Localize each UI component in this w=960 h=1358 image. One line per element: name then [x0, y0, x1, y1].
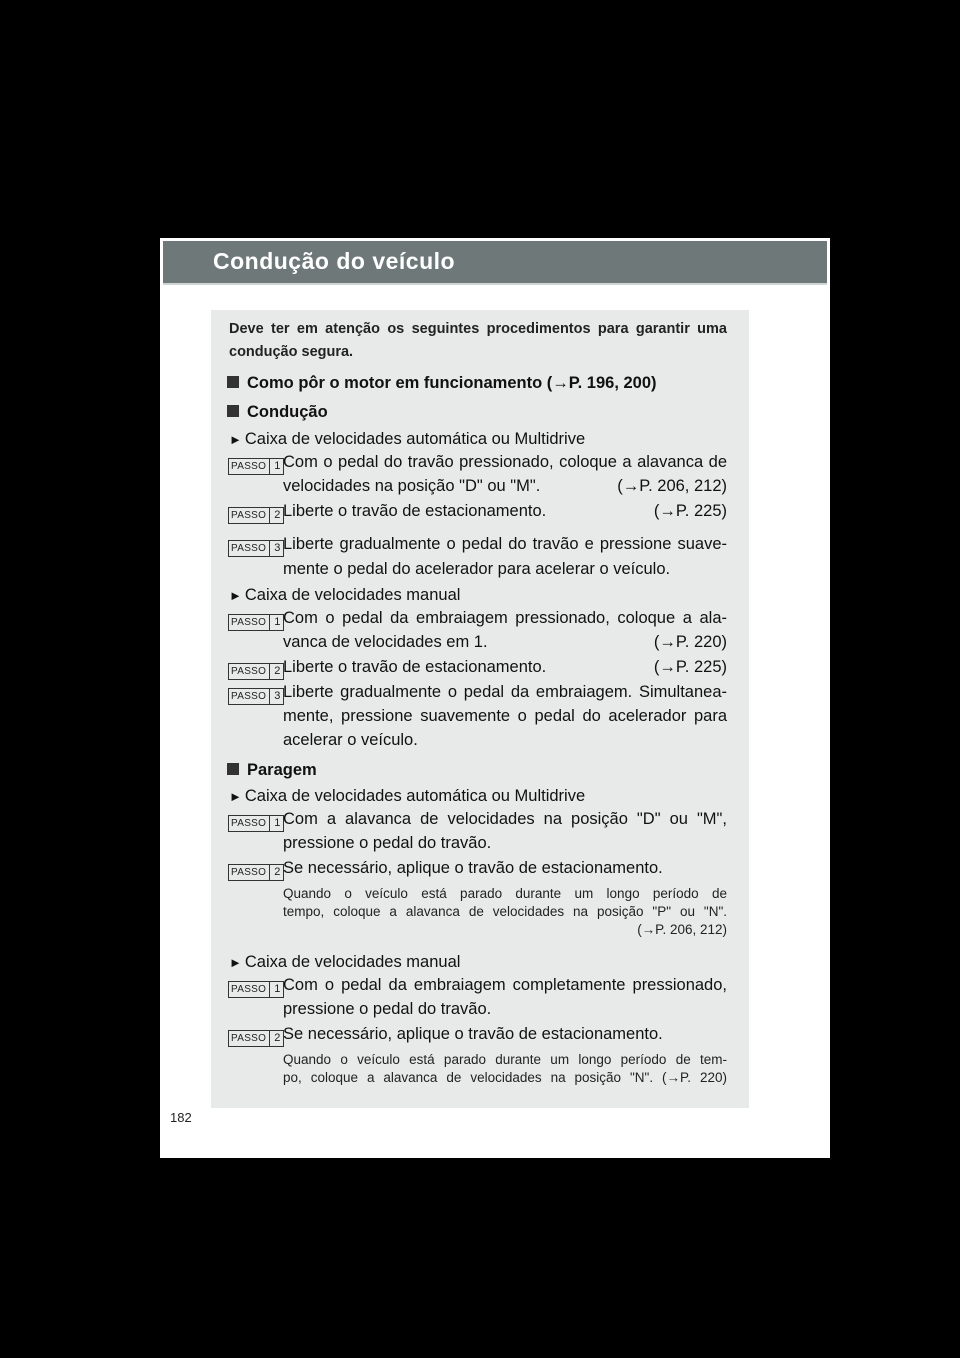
page-title: Condução do veículo	[213, 248, 456, 274]
stop-auto-step2: Se necessário, aplique o travão de estacionamento.	[283, 859, 663, 877]
content-panel	[211, 310, 749, 1108]
stop-manual-note-line1: Quando o veículo está parado durante um longo período de tem-	[283, 1052, 727, 1067]
title-bar	[163, 241, 827, 285]
drive-manual-step2-ref: (→P. 225)	[653, 658, 727, 676]
drive-auto-step1-ref: (→P. 206, 212)	[617, 477, 727, 495]
drive-auto-step3-line1: Liberte gradualmente o pedal do travão e pressione suave-	[283, 535, 727, 553]
stop-auto-note-ref: (→P. 206, 212)	[637, 922, 727, 937]
drive-manual-step2: Liberte o travão de estacionamento.	[283, 658, 547, 676]
stop-auto-note-line1: Quando o veículo está parado durante um longo período de	[283, 886, 727, 901]
step-badge: PASSO 2	[228, 505, 284, 524]
triangle-bullet-icon: ►	[229, 955, 242, 970]
section-heading-drive: Condução	[227, 403, 328, 422]
step-badge: PASSO 2	[228, 862, 284, 881]
intro-line-1: Deve ter em atenção os seguintes procedimentos para garantir uma	[229, 321, 727, 337]
drive-manual-step1-ref: (→P. 220)	[653, 633, 727, 651]
drive-manual-step3-line3: acelerar o veículo.	[283, 731, 418, 749]
triangle-bullet-icon: ►	[229, 588, 242, 603]
drive-manual-step3-line2: mente, pressione suavemente o pedal do acelerador para	[283, 707, 727, 725]
stop-manual-note-line2: po, coloque a alavanca de velocidades na posição "N". (→P. 220)	[283, 1070, 727, 1085]
drive-auto-step1-line1: Com o pedal do travão pressionado, coloque a alavanca de	[283, 453, 727, 471]
intro-line-2: condução segura.	[229, 344, 354, 360]
drive-manual-step1-line1: Com o pedal da embraiagem pressionado, coloque a ala-	[283, 609, 727, 627]
square-bullet-icon	[227, 376, 239, 388]
subheading-manual: ► Caixa de velocidades manual	[229, 953, 461, 971]
drive-manual-step3-line1: Liberte gradualmente o pedal da embraiagem. Simultanea-	[283, 683, 727, 701]
drive-auto-step1-line2: velocidades na posição "D" ou "M".	[283, 477, 541, 495]
drive-auto-step3-line2: mente o pedal do acelerador para acelerar o veículo.	[283, 560, 671, 578]
step-badge: PASSO 1	[228, 456, 284, 475]
manual-page	[160, 238, 830, 1158]
step-badge: PASSO 3	[228, 686, 284, 705]
square-bullet-icon	[227, 405, 239, 417]
square-bullet-icon	[227, 763, 239, 775]
stop-auto-step1-line2: pressione o pedal do travão.	[283, 834, 492, 852]
step-badge: PASSO 3	[228, 538, 284, 557]
subheading-auto: ► Caixa de velocidades automática ou Multidrive	[229, 787, 586, 805]
step-badge: PASSO 1	[228, 813, 284, 832]
step-badge: PASSO 1	[228, 979, 284, 998]
step-badge: PASSO 2	[228, 661, 284, 680]
section-heading-stop: Paragem	[227, 761, 317, 780]
triangle-bullet-icon: ►	[229, 432, 242, 447]
subheading-manual: ► Caixa de velocidades manual	[229, 586, 461, 604]
step-badge: PASSO 2	[228, 1028, 284, 1047]
stop-manual-step2: Se necessário, aplique o travão de estacionamento.	[283, 1025, 663, 1043]
stop-auto-note-line2: tempo, coloque a alavanca de velocidades na posição "P" ou "N".	[283, 904, 727, 919]
stop-manual-step1-line1: Com o pedal da embraiagem completamente pressionado,	[283, 976, 727, 994]
drive-manual-step1-line2: vanca de velocidades em 1.	[283, 633, 488, 651]
section-heading-start: Como pôr o motor em funcionamento (→P. 196, 200)	[227, 374, 657, 393]
stop-manual-step1-line2: pressione o pedal do travão.	[283, 1000, 492, 1018]
drive-auto-step2-ref: (→P. 225)	[653, 502, 727, 520]
drive-auto-step2: Liberte o travão de estacionamento.	[283, 502, 547, 520]
page-number: 182	[170, 1110, 192, 1125]
subheading-auto: ► Caixa de velocidades automática ou Multidrive	[229, 430, 586, 448]
stop-auto-step1-line1: Com a alavanca de velocidades na posição "D" ou "M",	[283, 810, 727, 828]
step-badge: PASSO 1	[228, 612, 284, 631]
triangle-bullet-icon: ►	[229, 789, 242, 804]
